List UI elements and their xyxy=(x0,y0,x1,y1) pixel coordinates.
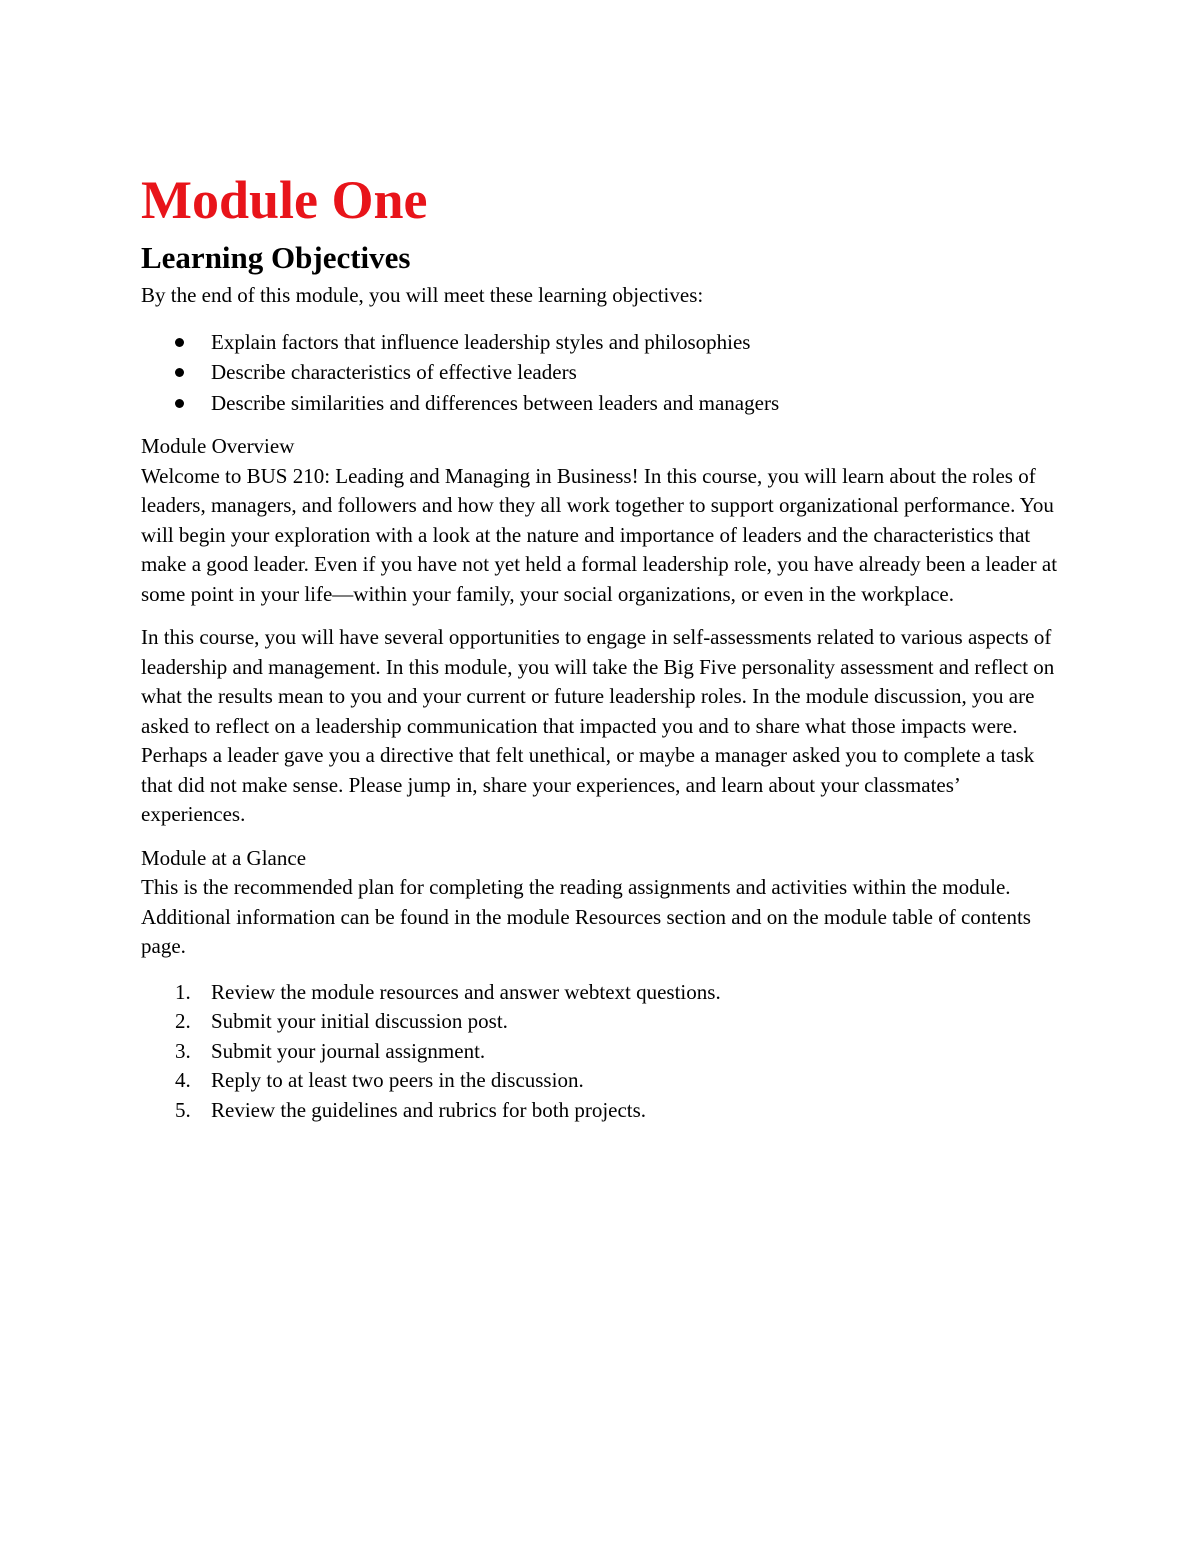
step-number: 1. xyxy=(175,979,191,1004)
step-text: Submit your initial discussion post. xyxy=(211,1009,508,1033)
module-glance-heading: Module at a Glance xyxy=(141,845,307,870)
document-page xyxy=(141,160,1061,1125)
list-item xyxy=(141,1037,1061,1067)
list-item xyxy=(141,327,1061,358)
step-number: 3. xyxy=(175,1038,191,1063)
objectives-list xyxy=(141,327,1061,419)
list-item xyxy=(141,1096,1061,1126)
steps-list xyxy=(141,978,1061,1126)
objective-text: Explain factors that influence leadership styles and philosophies xyxy=(211,329,751,354)
list-item xyxy=(141,978,1061,1008)
bullet-icon xyxy=(175,399,184,408)
bullet-icon xyxy=(175,368,184,377)
page-title: Module One xyxy=(141,170,428,230)
objective-text: Describe similarities and differences between leaders and managers xyxy=(211,390,780,415)
list-item xyxy=(141,388,1061,419)
module-overview-heading: Module Overview xyxy=(141,434,295,458)
overview-paragraph: In this course, you will have several opportunities to engage in self-assessments related to various aspects of leadership and management. In this module, you will take the Big Five personality assessment and reflect on what the results mean to you and your current or future leadership roles. In the module discussion, you are asked to reflect on a leadership communication that impacted you and to share what those impacts were. Perhaps a leader gave you a directive that felt unethical, or maybe a manager asked you to complete a task that did not make sense. Please jump in, share your experiences, and learn about your classmates’ experiences. xyxy=(141,625,1055,826)
list-item xyxy=(141,1066,1061,1096)
step-text: Review the guidelines and rubrics for both projects. xyxy=(211,1097,647,1122)
bullet-icon xyxy=(175,338,184,347)
intro-text: By the end of this module, you will meet these learning objectives: xyxy=(141,283,704,307)
objective-text: Describe characteristics of effective leaders xyxy=(211,360,577,384)
section-title: Learning Objectives xyxy=(141,240,411,275)
overview-paragraph: Welcome to BUS 210: Leading and Managing in Business! In this course, you will learn about the roles of leaders, managers, and followers and how they all work together to support organizational performance. You will begin your exploration with a look at the nature and importance of leaders and the characteristics that make a good leader. Even if you have not yet held a formal leadership role, you have already been a leader at some point in your life—within your family, your social organizations, or even in the workplace. xyxy=(141,463,1058,606)
glance-paragraph: This is the recommended plan for completing the reading assignments and activities within the module. Additional information can be found in the module Resources section and on the module table of contents page. xyxy=(141,875,1031,958)
module-glance-section xyxy=(141,844,1061,1126)
step-text: Submit your journal assignment. xyxy=(211,1038,486,1063)
list-item xyxy=(141,357,1061,388)
module-overview-section xyxy=(141,432,1061,830)
step-text: Reply to at least two peers in the discussion. xyxy=(211,1068,584,1092)
step-number: 4. xyxy=(175,1068,191,1092)
step-number: 2. xyxy=(175,1009,191,1033)
step-number: 5. xyxy=(175,1097,191,1122)
list-item xyxy=(141,1007,1061,1037)
step-text: Review the module resources and answer webtext questions. xyxy=(211,979,721,1004)
